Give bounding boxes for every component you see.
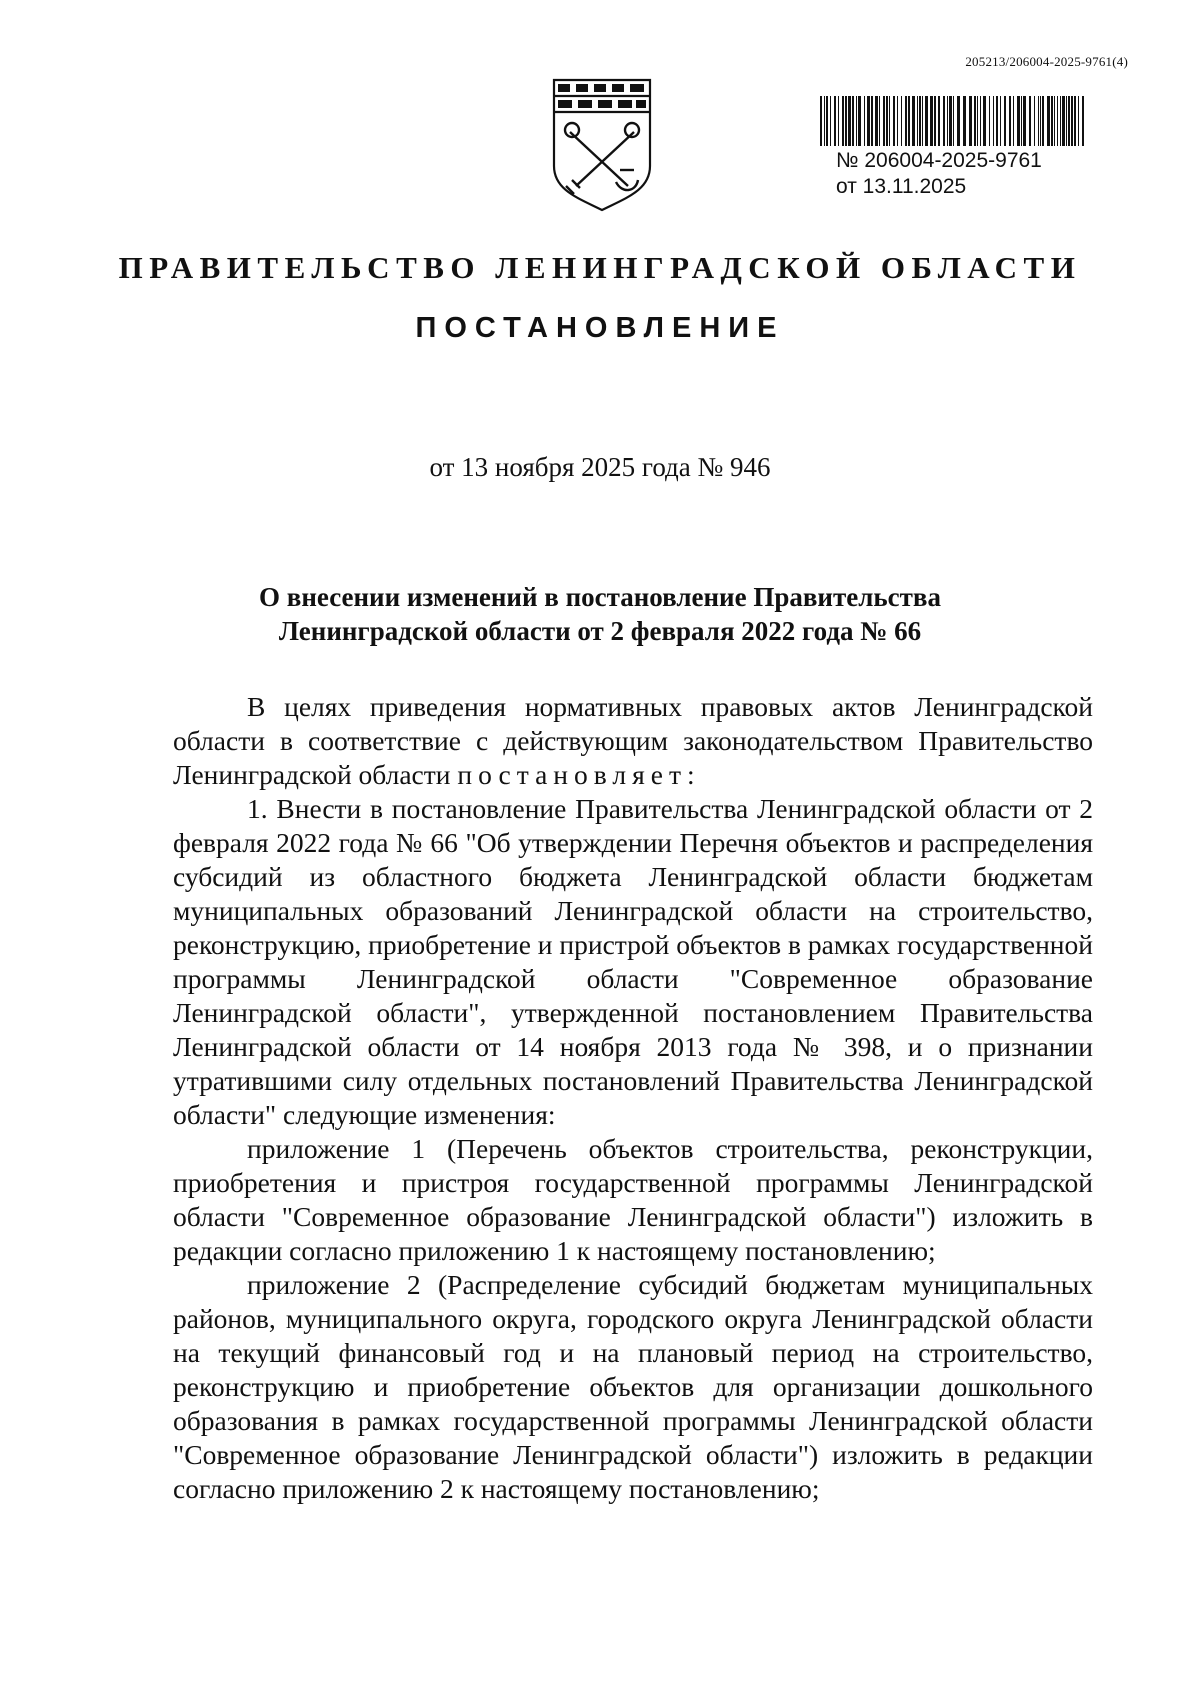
barcode-bar xyxy=(889,96,890,146)
barcode-bar xyxy=(886,96,888,146)
barcode-bar xyxy=(893,96,895,146)
barcode-bar xyxy=(974,96,976,146)
barcode-bar xyxy=(1009,96,1011,146)
barcode-bar xyxy=(996,96,998,146)
barcode-bar xyxy=(922,96,923,146)
barcode-bar xyxy=(917,96,918,146)
barcode-bar xyxy=(1078,96,1079,146)
barcode-bar xyxy=(824,96,825,146)
paragraph-preamble xyxy=(173,690,1093,792)
registration-number: № 206004-2025-9761 xyxy=(836,149,1042,172)
barcode-bar xyxy=(838,96,839,146)
barcode-bar xyxy=(930,96,933,146)
barcode-bar xyxy=(1054,96,1055,146)
barcode-bar xyxy=(949,96,952,146)
barcode-bar xyxy=(1051,96,1053,146)
barcode-bar xyxy=(1038,96,1039,146)
barcode-bar xyxy=(856,96,857,146)
barcode-bar xyxy=(912,96,915,146)
government-title: ПРАВИТЕЛЬСТВО ЛЕНИНГРАДСКОЙ ОБЛАСТИ xyxy=(118,250,1082,285)
barcode-bar xyxy=(834,96,836,146)
paragraph-annex-2: приложение 2 (Распределение субсидий бюджетам муниципальных районов, муниципального округа, городского округа Ленинградской области на текущий финансовый год и на плановый период на строительство, реконструкцию и приобретение объектов для организации дошкольного образования в рамках государственной программы Ленинградской области "Современное образование Ленинградской области") изложить в редакции согласно приложению 2 к настоящему постановлению; xyxy=(173,1269,1093,1504)
barcode-bar xyxy=(901,96,902,146)
barcode-bar xyxy=(969,96,972,146)
barcode-bar xyxy=(943,96,945,146)
subject-line-1: О внесении изменений в постановление Правительства xyxy=(259,582,941,612)
barcode-bar xyxy=(1057,96,1058,146)
barcode-bar xyxy=(1060,96,1061,146)
barcode-bar xyxy=(820,96,822,146)
barcode-bar xyxy=(1017,96,1020,146)
barcode-bar xyxy=(1023,96,1026,146)
barcode-bar xyxy=(1034,96,1035,146)
document-body xyxy=(173,690,1093,1506)
barcode-bar xyxy=(993,96,994,146)
barcode-bar xyxy=(934,96,936,146)
barcode-bar xyxy=(1013,96,1014,146)
barcode-bar xyxy=(867,96,870,146)
barcode-bar xyxy=(830,96,831,146)
barcode-bar xyxy=(908,96,910,146)
barcode-bar xyxy=(845,96,847,146)
barcode-bar xyxy=(1000,96,1001,146)
barcode-bar xyxy=(953,96,954,146)
paragraph-item-1: 1. Внести в постановление Правительства Ленинградской области от 2 февраля 2022 года № 66 "Об утверждении Перечня объектов и распределения субсидий из областного бюджета Ленинградской области бюджетам муниципальных образований Ленинградской области на строительство, реконструкцию, приобретение и пристрой объектов в рамках государственной программы Ленинградской области "Современное образование Ленинградской области", утвержденной постановлением Правительства Ленинградской области от 14 ноября 2013 года № 398, и о признании утратившими силу отдельных постановлений Правительства Ленинградской области" следующие изменения: xyxy=(173,793,1093,1130)
paragraph-annex-1: приложение 1 (Перечень объектов строительства, реконструкции, приобретения и пристроя государственной программы Ленинградской области "Современное образование Ленинградской области") изложить в редакции согласно приложению 1 к настоящему постановлению; xyxy=(173,1133,1093,1266)
barcode-bar xyxy=(875,96,878,146)
coat-of-arms-icon xyxy=(548,74,656,214)
barcode-bar xyxy=(864,96,865,146)
document-code: 205213/206004-2025-9761(4) xyxy=(965,54,1128,69)
barcode-bar xyxy=(1047,96,1050,146)
barcode-bar xyxy=(963,96,966,146)
preamble-resolves: постановляет: xyxy=(457,759,701,790)
registration-stamp xyxy=(836,148,1042,200)
barcode-bar xyxy=(1004,96,1006,146)
document-type: ПОСТАНОВЛЕНИЕ xyxy=(415,312,785,344)
barcode-bar xyxy=(1042,96,1044,146)
barcode-bar xyxy=(977,96,978,146)
document-date-number: от 13 ноября 2025 года № 946 xyxy=(429,452,771,482)
barcode-bar xyxy=(883,96,885,146)
barcode-bar xyxy=(1040,96,1041,146)
barcode-bar xyxy=(1029,96,1031,146)
barcode-bar xyxy=(980,96,981,146)
barcode xyxy=(818,96,1090,146)
barcode-bar xyxy=(1074,96,1076,146)
barcode-bar xyxy=(983,96,986,146)
barcode-bar xyxy=(1066,96,1067,146)
barcode-bar xyxy=(852,96,854,146)
barcode-bar xyxy=(1071,96,1073,146)
barcode-bar xyxy=(826,96,828,146)
barcode-bar xyxy=(925,96,928,146)
subject-line-2: Ленинградской области от 2 февраля 2022 года № 66 xyxy=(278,616,922,646)
barcode-bar xyxy=(957,96,960,146)
barcode-bar xyxy=(1068,96,1070,146)
barcode-bar xyxy=(947,96,948,146)
barcode-bar xyxy=(1062,96,1065,146)
registration-date: от 13.11.2025 xyxy=(836,175,967,198)
document-subject xyxy=(190,580,1010,648)
barcode-bar xyxy=(842,96,844,146)
barcode-bar xyxy=(905,96,907,146)
barcode-bar xyxy=(848,96,851,146)
barcode-bar xyxy=(1082,96,1084,146)
barcode-bar xyxy=(879,96,880,146)
barcode-bar xyxy=(989,96,990,146)
barcode-bar xyxy=(897,96,898,146)
preamble-text: В целях приведения нормативных правовых актов Ленинградской области в соответствие с действующим законодательством Правительство Ленинградской области xyxy=(173,691,1093,790)
barcode-bar xyxy=(871,96,873,146)
barcode-bar xyxy=(938,96,940,146)
barcode-bar xyxy=(919,96,921,146)
barcode-bar xyxy=(1021,96,1022,146)
barcode-bar xyxy=(858,96,861,146)
